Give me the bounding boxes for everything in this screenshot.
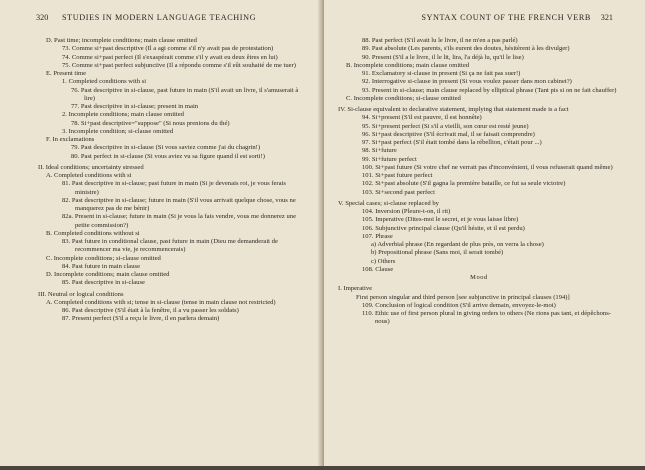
left-page	[0, 0, 322, 470]
text-line: 101. Si+past future perfect	[362, 172, 433, 179]
text-line: 75. Comme si+past perfect subjunctive (Il a répondu comme s'il eût souhaité de me tuer)	[62, 61, 296, 69]
scan-edge-bottom	[0, 466, 645, 470]
text-line: 82a. Present in si-clause; future in main (Si je vous la fais vendre, vous me donnerez une petite commission?)	[62, 213, 297, 229]
text-line: 97. Si+past perfect (S'il était tombé dans la rébellion, c'était pour ...)	[362, 139, 542, 146]
text-line: 106. Subjunctive principal clause (Qu'il hésite, et il est perdu)	[362, 224, 525, 232]
text-line: I. Imperative	[338, 285, 373, 293]
text-line: A. Completed conditions with si	[46, 172, 132, 179]
text-line: a) Adverbial phrase (En regardant de plus près, on verra la chose)	[371, 241, 544, 248]
text-line: II. Ideal conditions; uncertainty stressed	[38, 163, 144, 171]
text-line: III. Neutral or logical conditions	[38, 290, 124, 298]
text-line: First person singular and third person [see subjunctive in principal clauses (194)]	[356, 293, 570, 301]
text-line: 3. Incomplete condition; si-clause omitted	[62, 127, 174, 135]
text-line: F. In exclamations	[46, 136, 95, 143]
text-line: 94. Si+present (S'il est pauvre, il est honnête)	[362, 114, 482, 122]
text-line: 96. Si+past descriptive (S'il écrivait mal, il se faisait comprendre)	[362, 130, 535, 138]
text-line: 95. Si+present perfect (Si s'il a vieilli, son cœur est resté jeune)	[362, 122, 529, 130]
text-line: 73. Comme si+past descriptive (Il a agi comme s'il n'y avait pas de protestation)	[62, 45, 274, 53]
text-line: 86. Past descriptive (S'il était à la fenêtre, il a vu passer les soldats)	[62, 307, 239, 314]
text-line: E. Present time	[46, 70, 87, 77]
text-line: 105. Imperative (Dites-moi le secret, et je vous laisse libre)	[362, 216, 519, 224]
text-line: b) Prepositional phrase (Sans moi, il serait tombé)	[371, 249, 504, 257]
text-line: 76. Past descriptive in si-clause, past future in main (S'il avait un livre, il s'amuserait à lire)	[71, 86, 299, 102]
text-line: 108. Clause	[362, 265, 394, 273]
text-line: 89. Past absolute (Les parents, s'ils eurent des doutes, hésitèrent à les divulger)	[362, 45, 570, 53]
text-line: D. Past time; incomplete conditions; main clause omitted	[46, 37, 197, 44]
text-line: 92. Interrogative si-clause in present (Si vous voulez passer dans mon cabinet?)	[362, 78, 572, 86]
text-line: 84. Past future in main clause	[62, 262, 141, 270]
text-line: 2. Incomplete conditions; main clause omitted	[62, 111, 184, 119]
text-line: 81. Past descriptive in si-clause; past future in main (Si je devenais roi, je vous ferais ministre)	[62, 180, 286, 196]
left-page-body	[38, 37, 304, 324]
right-page	[324, 0, 645, 470]
text-line: 98. Si+future	[362, 147, 397, 155]
text-line: 99. Si+future perfect	[362, 155, 417, 163]
text-line: 103. Si+second past perfect	[362, 188, 435, 196]
text-line: V. Special cases; si-clause replaced by	[338, 199, 439, 207]
text-line: c) Others	[371, 257, 396, 265]
text-line: A. Completed conditions with si; tense in si-clause (tense in main clause not restricted)	[46, 298, 276, 306]
right-page-body	[338, 37, 620, 327]
text-line: 90. Present (S'il a le livre, il le lit, lira, l'a déjà lu, qu'il le lise)	[362, 53, 524, 61]
left-running-title: STUDIES IN MODERN LANGUAGE TEACHING	[62, 13, 257, 22]
text-line: 88. Past perfect (S'il avait lu le livre, il ne m'en a pas parlé)	[362, 37, 518, 44]
text-line: 78. Si+past descriptive="suppose" (Si nous prenions du thé)	[71, 119, 230, 127]
text-line: 85. Past descriptive in si-clause	[62, 279, 145, 287]
text-line: 82. Past descriptive in si-clause; future in main (S'il vous arrivait quelque chose, vous ne manquerez pas de me bénir)	[62, 196, 296, 212]
text-line: 104. Inversion (Pleure-t-on, il rit)	[362, 208, 451, 215]
text-line: 102. Si+past absolute (S'il gagna la première bataille, ce fut sa seule victoire)	[362, 180, 566, 188]
text-line: 109. Conclusion of logical condition (S'il arrive demain, envoyez-le-moi)	[362, 301, 556, 309]
text-line: 74. Comme si+past perfect (Il s'exaspérait comme s'il y avait eu deux êtres en lui)	[62, 53, 278, 61]
text-line: IV. Si-clause equivalent to declarative statement, implying that statement made is a fact	[338, 106, 569, 113]
text-line: 110. Ethic use of first person plural in giving orders to others (Ne rions pas tant, et dépêchons-nous)	[362, 310, 611, 326]
text-line: 100. Si+past future (Si votre chef ne verrait pas d'inconvénient, il vous refuserait quand même)	[362, 163, 613, 171]
text-line: 93. Present in si-clause; main clause replaced by elliptical phrase (Tant pis si on ne fait chauffer)	[362, 86, 617, 94]
text-line: C. Incomplete conditions; si-clause omitted	[346, 94, 461, 102]
text-line: C. Incomplete conditions; si-clause omitted	[46, 254, 161, 262]
text-line: B. Completed conditions without si	[46, 229, 140, 237]
text-line: B. Incomplete conditions; main clause omitted	[346, 61, 470, 69]
text-line: 91. Exclamatory si-clause in present (Si ça ne fait pas suer!)	[362, 70, 521, 77]
right-page-number: 321	[600, 13, 613, 22]
right-running-title: SYNTAX COUNT OF THE FRENCH VERB	[421, 13, 591, 22]
text-line: 1. Completed conditions with si	[62, 78, 147, 86]
text-line: 83. Past future in conditional clause, past future in main (Dieu me demanderait de recommencer ma vie, je recommencerais)	[62, 238, 278, 254]
text-line: 80. Past perfect in si-clause (Si vous aviez vu sa figure quand il est sorti!)	[71, 152, 265, 160]
text-line: D. Incomplete conditions; main clause omitted	[46, 271, 170, 278]
left-page-number: 320	[36, 13, 49, 22]
text-line: 87. Present perfect (S'il a reçu le livre, il en parlera demain)	[62, 315, 220, 323]
text-line: 79. Past descriptive in si-clause (Si vous saviez comme j'ai du chagrin!)	[71, 144, 261, 152]
text-line: 77. Past descriptive in si-clause; present in main	[71, 103, 199, 110]
text-line: 107. Phrase	[362, 232, 393, 240]
text-line: Mood	[470, 274, 488, 281]
